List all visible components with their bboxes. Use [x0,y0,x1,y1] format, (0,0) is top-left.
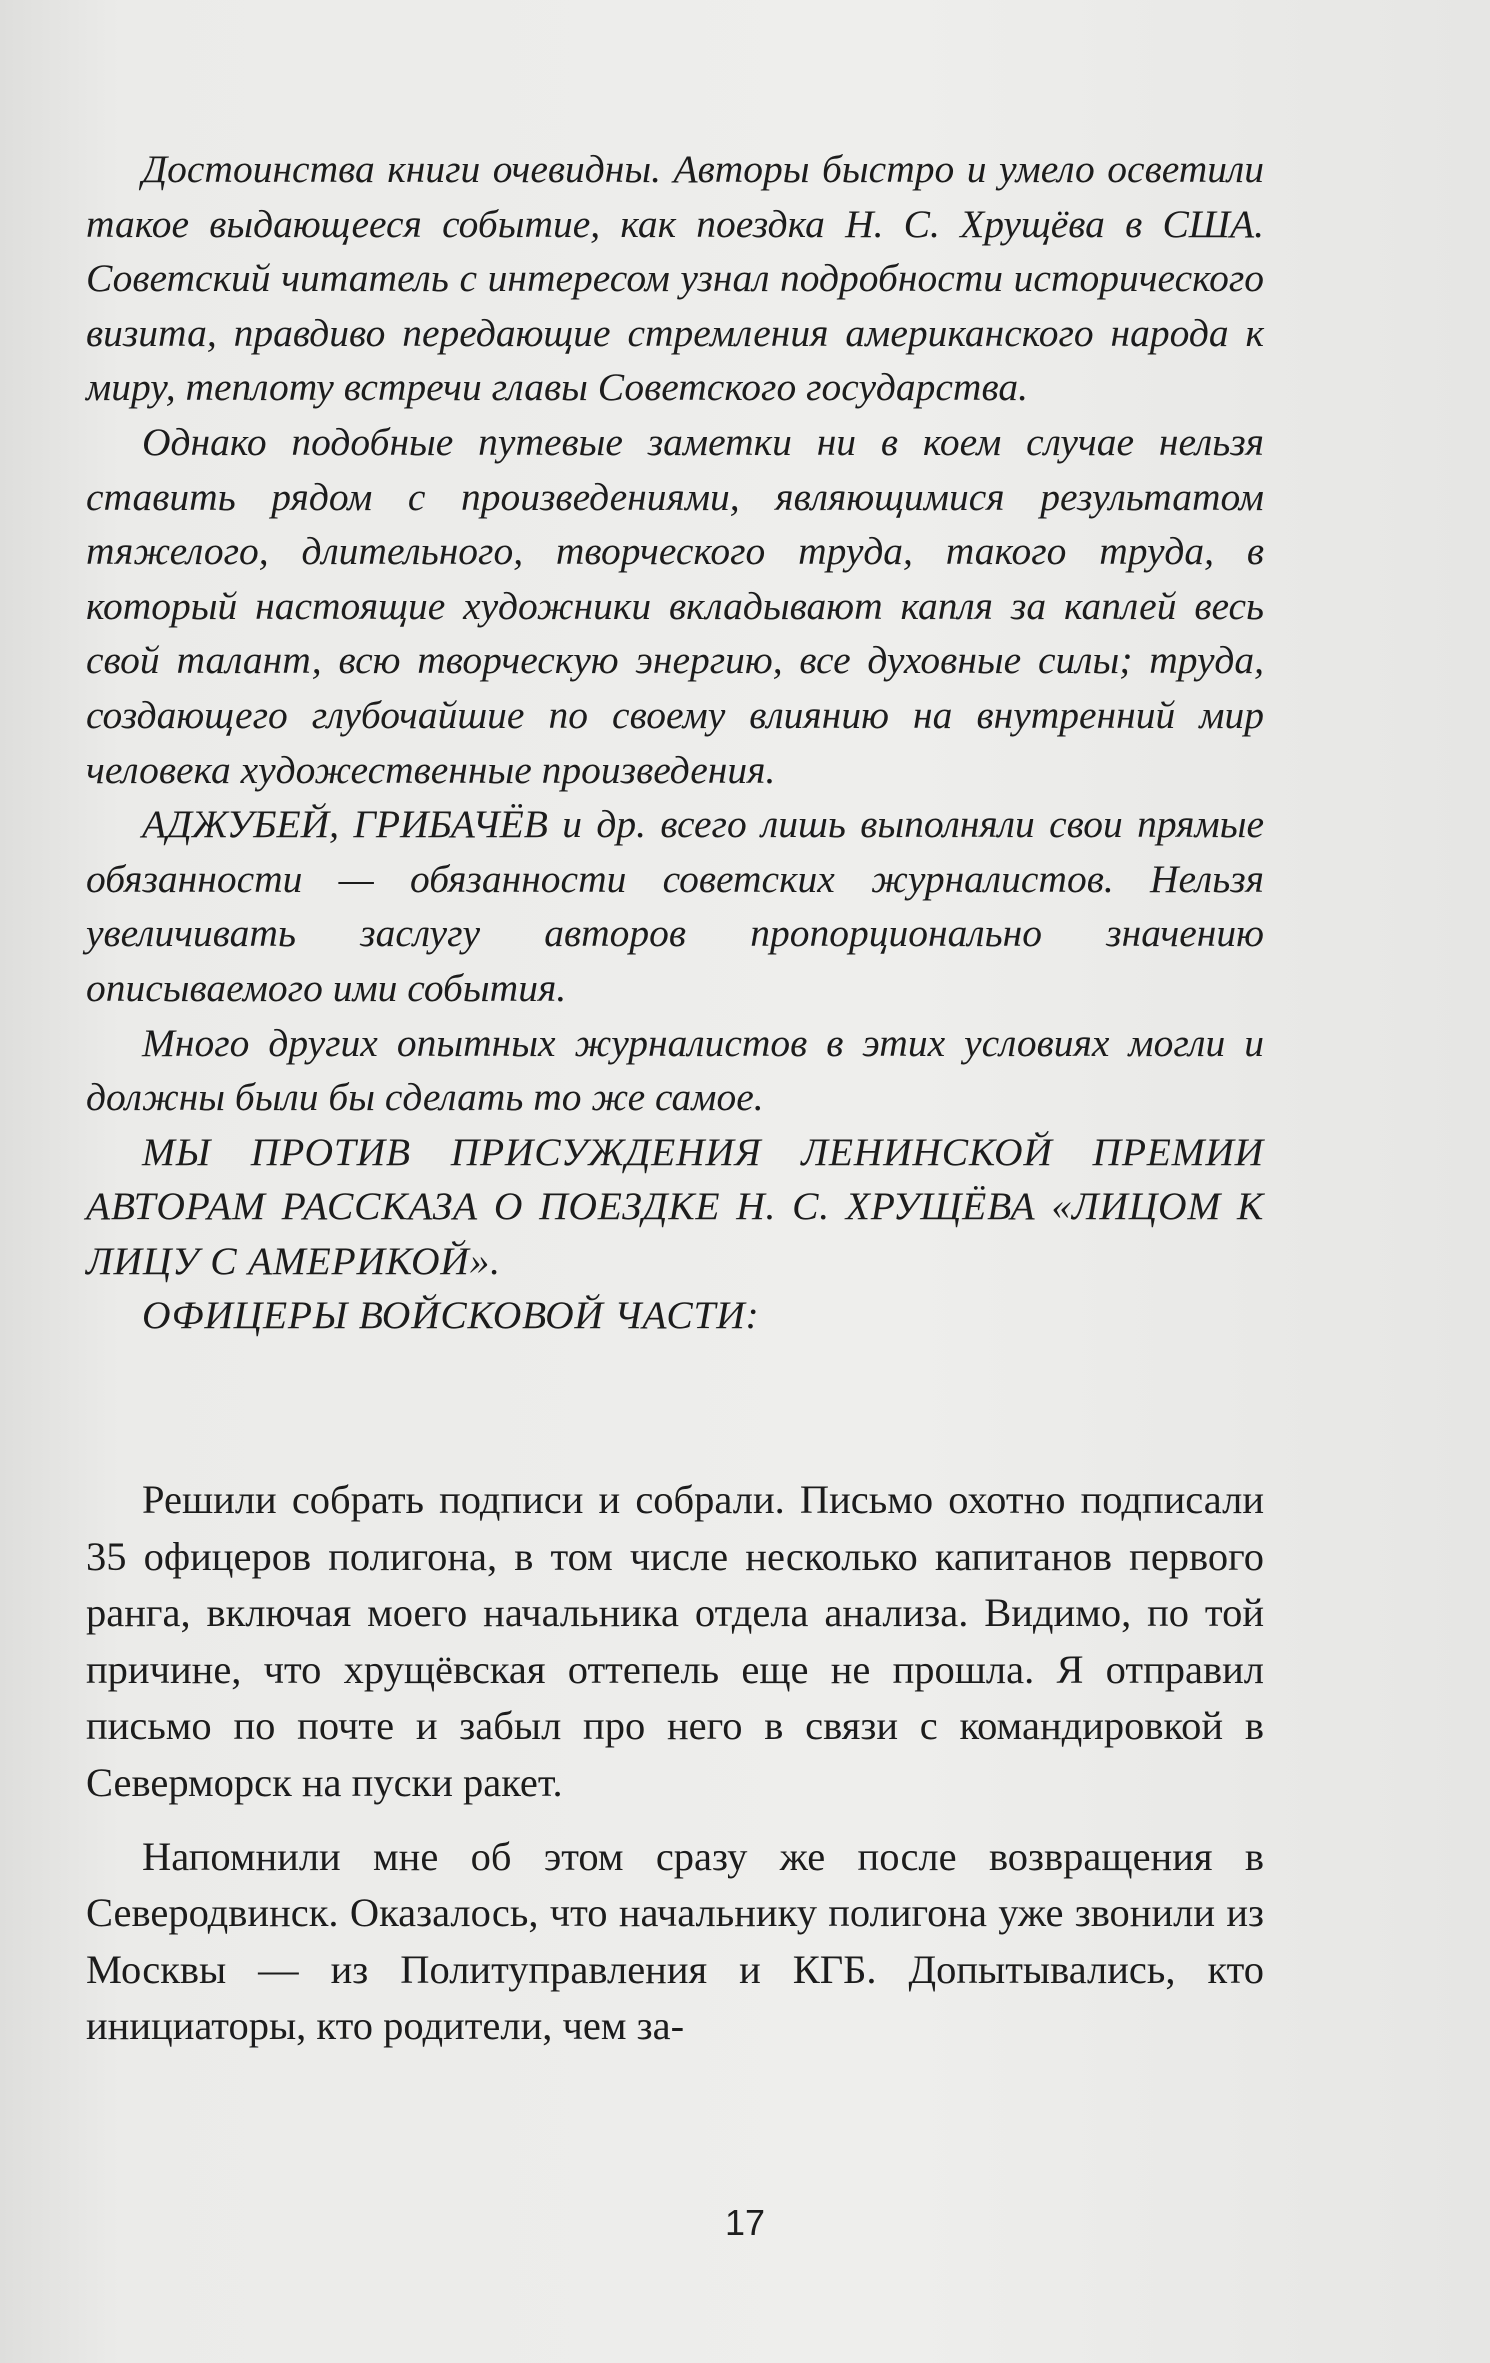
letter-paragraph: Много других опытных журналистов в этих условиях могли и должны были бы сделать то же самое. [86,1020,1264,1120]
letter-signature: ОФИЦЕРЫ ВОЙСКОВОЙ ЧАСТИ: [142,1293,760,1338]
letter-demand: МЫ ПРОТИВ ПРИСУЖДЕНИЯ ЛЕНИНСКОЙ ПРЕМИИ АВТОРАМ РАССКАЗА О ПОЕЗДКЕ Н. С. ХРУЩЁВА «ЛИЦОМ К ЛИЦУ С АМЕРИКОЙ». [86,1129,1264,1283]
letter-paragraph: Однако подобные путевые заметки ни в коем случае нельзя ставить рядом с произведениями, являющимися результатом тяжелого, длительного, творческого труда, такого труда, в который настоящие художники вкладывают капля за каплей весь свой талант, всю творческую энергию, все духовные силы; труда, создающего глубочайшие по своему влиянию на внутренний мир человека художественные произведения. [86,419,1264,792]
narrative-paragraph: Решили собрать подписи и собрали. Письмо охотно подписали 35 офицеров полигона, в том числе несколько капитанов первого ранга, включая моего начальника отдела анализа. Видимо, по той причине, что хрущёвская оттепель еще не прошла. Я отправил письмо по почте и забыл про него в связи с командировкой в Северморск на пуски ракет. [86,1477,1264,1805]
quoted-letter [86,142,1264,1343]
narrative-text [86,1472,1264,2072]
page-number: 17 [724,2202,766,2243]
book-page [86,142,1264,2049]
letter-paragraph: АДЖУБЕЙ, ГРИБАЧЁВ и др. всего лишь выполняли свои прямые обязанности — обязанности советских журналистов. Нельзя увеличивать заслугу авторов пропорционально значению описываемого ими события. [86,802,1264,1010]
letter-paragraph: Достоинства книги очевидны. Авторы быстро и умело осветили такое выдающееся событие, как поездка Н. С. Хрущёва в США. Советский читатель с интересом узнал подробности исторического визита, правдиво передающие стремления американского народа к миру, теплоту встречи главы Советского государства. [86,147,1264,410]
narrative-paragraph: Напомнили мне об этом сразу же после возвращения в Северодвинск. Оказалось, что начальнику полигона уже звонили из Москвы — из Политуправления и КГБ. Допытывались, кто инициаторы, кто родители, чем за- [86,1833,1264,2049]
